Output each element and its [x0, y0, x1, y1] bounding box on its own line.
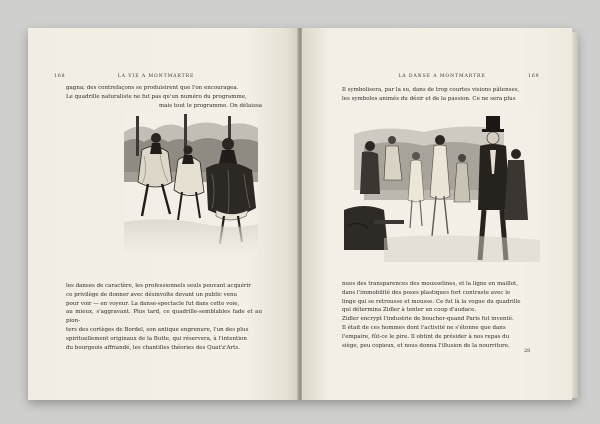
right-page-number: 169 [528, 74, 540, 79]
left-bottom-text [66, 282, 262, 352]
text-line: mais tout le programme. On délaissa [159, 102, 262, 109]
text-line: linge qui se retrousse et mousse. Ce fut là la vogue du quadrille [342, 298, 521, 305]
text-line: Il symbolisera, par la su, dans de trop courtes visions pâtenses, [342, 87, 520, 93]
right-top-text [342, 86, 538, 104]
text-line: Il était de ces hommes dont l'activité ne s'étonne que dans [342, 324, 506, 331]
text-line: pour voir — en voyeur. La danse-spectacle fut dans cette voie, [66, 300, 240, 307]
text-line: les symboles animés du désir et de la passion. Ce ne sera plus [342, 95, 516, 102]
text-line: dans l'immobilité des poses plastiques fort contraste avec le [342, 289, 511, 296]
text-line: ters des cortèges de Bordel, son antique engrenure, l'un des plus [66, 326, 249, 333]
left-page [28, 28, 298, 400]
text-line: Zidler encrypt l'industrie de boucher-quand Paris fut inventé. [342, 316, 514, 323]
text-line: ce privilège de donner avec désinvolte devant un public venu [66, 291, 238, 298]
text-line: qui détermina Zidler à tenter un coup d'audace. [342, 307, 477, 314]
text-line: nues des transparences des mousselines, et la ligne en maillot, [342, 281, 518, 287]
open-book [28, 28, 576, 400]
left-page-number: 168 [54, 74, 66, 79]
right-bottom-text [342, 280, 538, 350]
left-running-head: LA VIE A MONTMARTRE [117, 74, 195, 79]
text-line: les danses de caractère, les professionnels seuls pouvant acquérir [66, 283, 251, 289]
text-line: gagna; des contrefaçons se produisirent que l'on encouragea. [66, 85, 239, 91]
text-line: Le quadrille naturaliste ne fut pas qu'un numéro du programme, [66, 93, 247, 100]
signature-mark: 28 [524, 348, 531, 354]
text-line: siège, peu copieux, et nous donna l'illusion de la nourriture. [342, 342, 510, 349]
text-line: du bourgeois affriandé, les chantilles théories des Quat'z'Arts. [66, 344, 240, 351]
page-stack-edge [572, 32, 578, 398]
left-illustration-cancan [124, 112, 258, 256]
text-line: spirituellement originaux de la Butte, qui réservera, à l'intention [66, 335, 247, 342]
left-top-text [66, 84, 262, 110]
text-line: l'empaire, fût-ce le pire. Il obtint de présider à nos repas du [342, 333, 510, 340]
right-running-head: LA DANSE A MONTMARTRE [398, 74, 486, 79]
right-page [302, 28, 572, 400]
right-illustration-dancers [344, 110, 540, 262]
text-line: au mieux, s'aggravant. Plus tard, ce quadrille-semblables fade et au pion- [66, 309, 262, 325]
